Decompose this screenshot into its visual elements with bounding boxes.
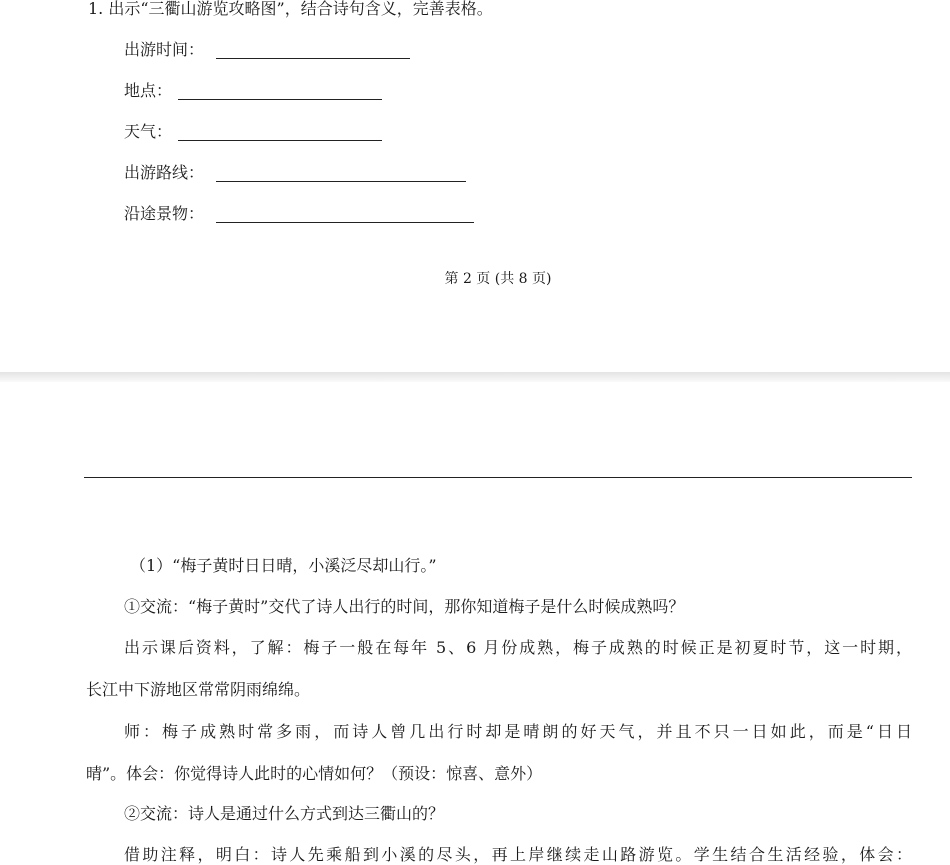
- field-label-place: 地点：: [124, 81, 173, 100]
- field-blank-time[interactable]: [216, 58, 410, 59]
- page-3-top: [0, 382, 950, 865]
- paragraph-annotation-line: 借助注释，明白：诗人先乘船到小溪的尽头，再上岸继续走山路游览。学生结合生活经验，体会：: [124, 845, 912, 864]
- question-1-text: 1. 出示“三衢山游览攻略图”，结合诗句含义，完善表格。: [88, 0, 493, 18]
- page-separator: [0, 372, 950, 382]
- page-number-footer: 第 2 页 (共 8 页): [444, 271, 552, 287]
- poem-line-heading: （1）“梅子黄时日日晴，小溪泛尽却山行。”: [130, 556, 437, 575]
- paragraph-exchange-1: ①交流：“梅子黄时”交代了诗人出行的时间，那你知道梅子是什么时候成熟吗？: [124, 597, 685, 616]
- field-blank-route[interactable]: [216, 181, 466, 182]
- field-label-time: 出游时间：: [124, 40, 205, 59]
- field-blank-scenery[interactable]: [216, 222, 474, 223]
- paragraph-exchange-2: ②交流：诗人是通过什么方式到达三衢山的？: [124, 804, 445, 823]
- field-blank-place[interactable]: [178, 99, 382, 100]
- header-rule: [84, 477, 912, 478]
- paragraph-teacher-line-1: 师：梅子成熟时常多雨，而诗人曾几出行时却是晴朗的好天气，并且不只一日如此，而是“日日: [124, 722, 912, 741]
- field-label-scenery: 沿途景物：: [124, 204, 205, 223]
- paragraph-material-line-2: 长江中下游地区常常阴雨绵绵。: [86, 680, 311, 699]
- field-label-weather: 天气：: [124, 122, 173, 141]
- paragraph-teacher-line-2: 晴”。体会：你觉得诗人此时的心情如何？（预设：惊喜、意外）: [86, 764, 543, 783]
- field-label-route: 出游路线：: [124, 163, 205, 182]
- paragraph-material-line-1: 出示课后资料，了解：梅子一般在每年 5、6 月份成熟，梅子成熟的时候正是初夏时节，这一时期，: [124, 638, 912, 657]
- page-2-bottom: [0, 0, 950, 372]
- field-blank-weather[interactable]: [178, 140, 382, 141]
